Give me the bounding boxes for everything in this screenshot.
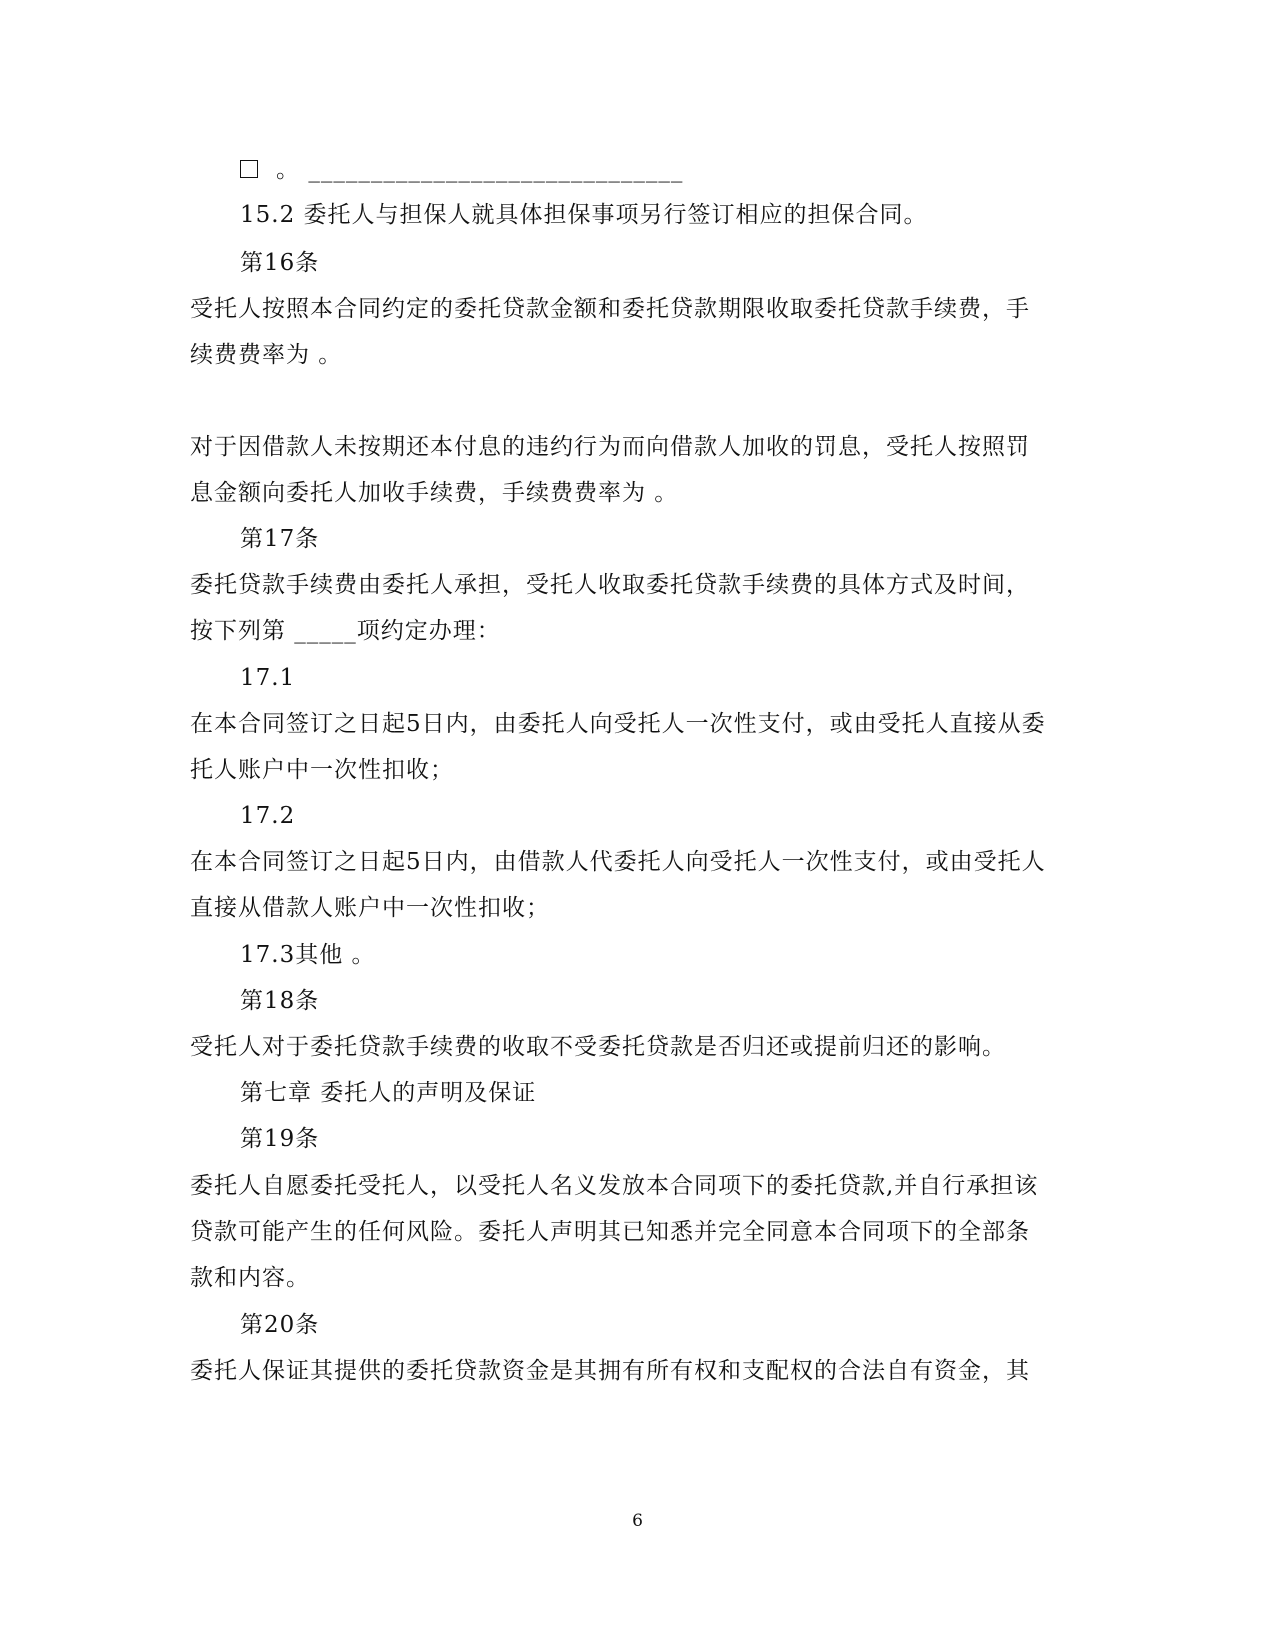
paragraph-line: 托人账户中一次性扣收；: [190, 757, 454, 783]
article-heading-17: 第17条: [240, 526, 320, 552]
paragraph-line: 委托人保证其提供的委托贷款资金是其拥有所有权和支配权的合法自有资金，其: [190, 1358, 1030, 1384]
article-heading-19: 第19条: [240, 1126, 320, 1152]
clause-15-2: 15.2 委托人与担保人就具体担保事项另行签订相应的担保合同。: [240, 202, 928, 228]
checkbox-line-blank: ______________________________: [308, 157, 684, 183]
paragraph-line: 贷款可能产生的任何风险。委托人声明其已知悉并完全同意本合同项下的全部条: [190, 1219, 1030, 1245]
paragraph-line: 在本合同签订之日起5日内，由委托人向受托人一次性支付，或由受托人直接从委: [190, 711, 1046, 737]
checkbox-line: [240, 155, 683, 185]
checkbox-line-mark: 。: [276, 157, 300, 183]
clause-17-3: 17.3其他 。: [240, 942, 376, 968]
chapter-heading-7: 第七章 委托人的声明及保证: [240, 1080, 537, 1106]
paragraph-line: 息金额向委托人加收手续费，手续费费率为 。: [190, 480, 679, 506]
article-heading-16: 第16条: [240, 250, 320, 276]
paragraph-line: 受托人按照本合同约定的委托贷款金额和委托贷款期限收取委托贷款手续费，手: [190, 296, 1030, 322]
checkbox-icon[interactable]: [240, 160, 258, 178]
paragraph-line: 直接从借款人账户中一次性扣收；: [190, 895, 550, 921]
clause-17-1: 17.1: [240, 665, 296, 691]
paragraph-line: 续费费率为 。: [190, 342, 343, 368]
paragraph-line: 对于因借款人未按期还本付息的违约行为而向借款人加收的罚息，受托人按照罚: [190, 434, 1030, 460]
article-heading-20: 第20条: [240, 1312, 320, 1338]
article-heading-18: 第18条: [240, 988, 320, 1014]
paragraph-line: 受托人对于委托贷款手续费的收取不受委托贷款是否归还或提前归还的影响。: [190, 1034, 1006, 1060]
clause-17-2: 17.2: [240, 803, 296, 829]
paragraph-line: 委托人自愿委托受托人，以受托人名义发放本合同项下的委托贷款,并自行承担该: [190, 1173, 1039, 1199]
paragraph-line: 按下列第 _____项约定办理：: [190, 618, 501, 644]
paragraph-line: 款和内容。: [190, 1265, 310, 1291]
paragraph-line: 在本合同签订之日起5日内，由借款人代委托人向受托人一次性支付，或由受托人: [190, 849, 1046, 875]
page-number: 6: [632, 1511, 643, 1531]
paragraph-line: 委托贷款手续费由委托人承担，受托人收取委托贷款手续费的具体方式及时间，: [190, 572, 1030, 598]
